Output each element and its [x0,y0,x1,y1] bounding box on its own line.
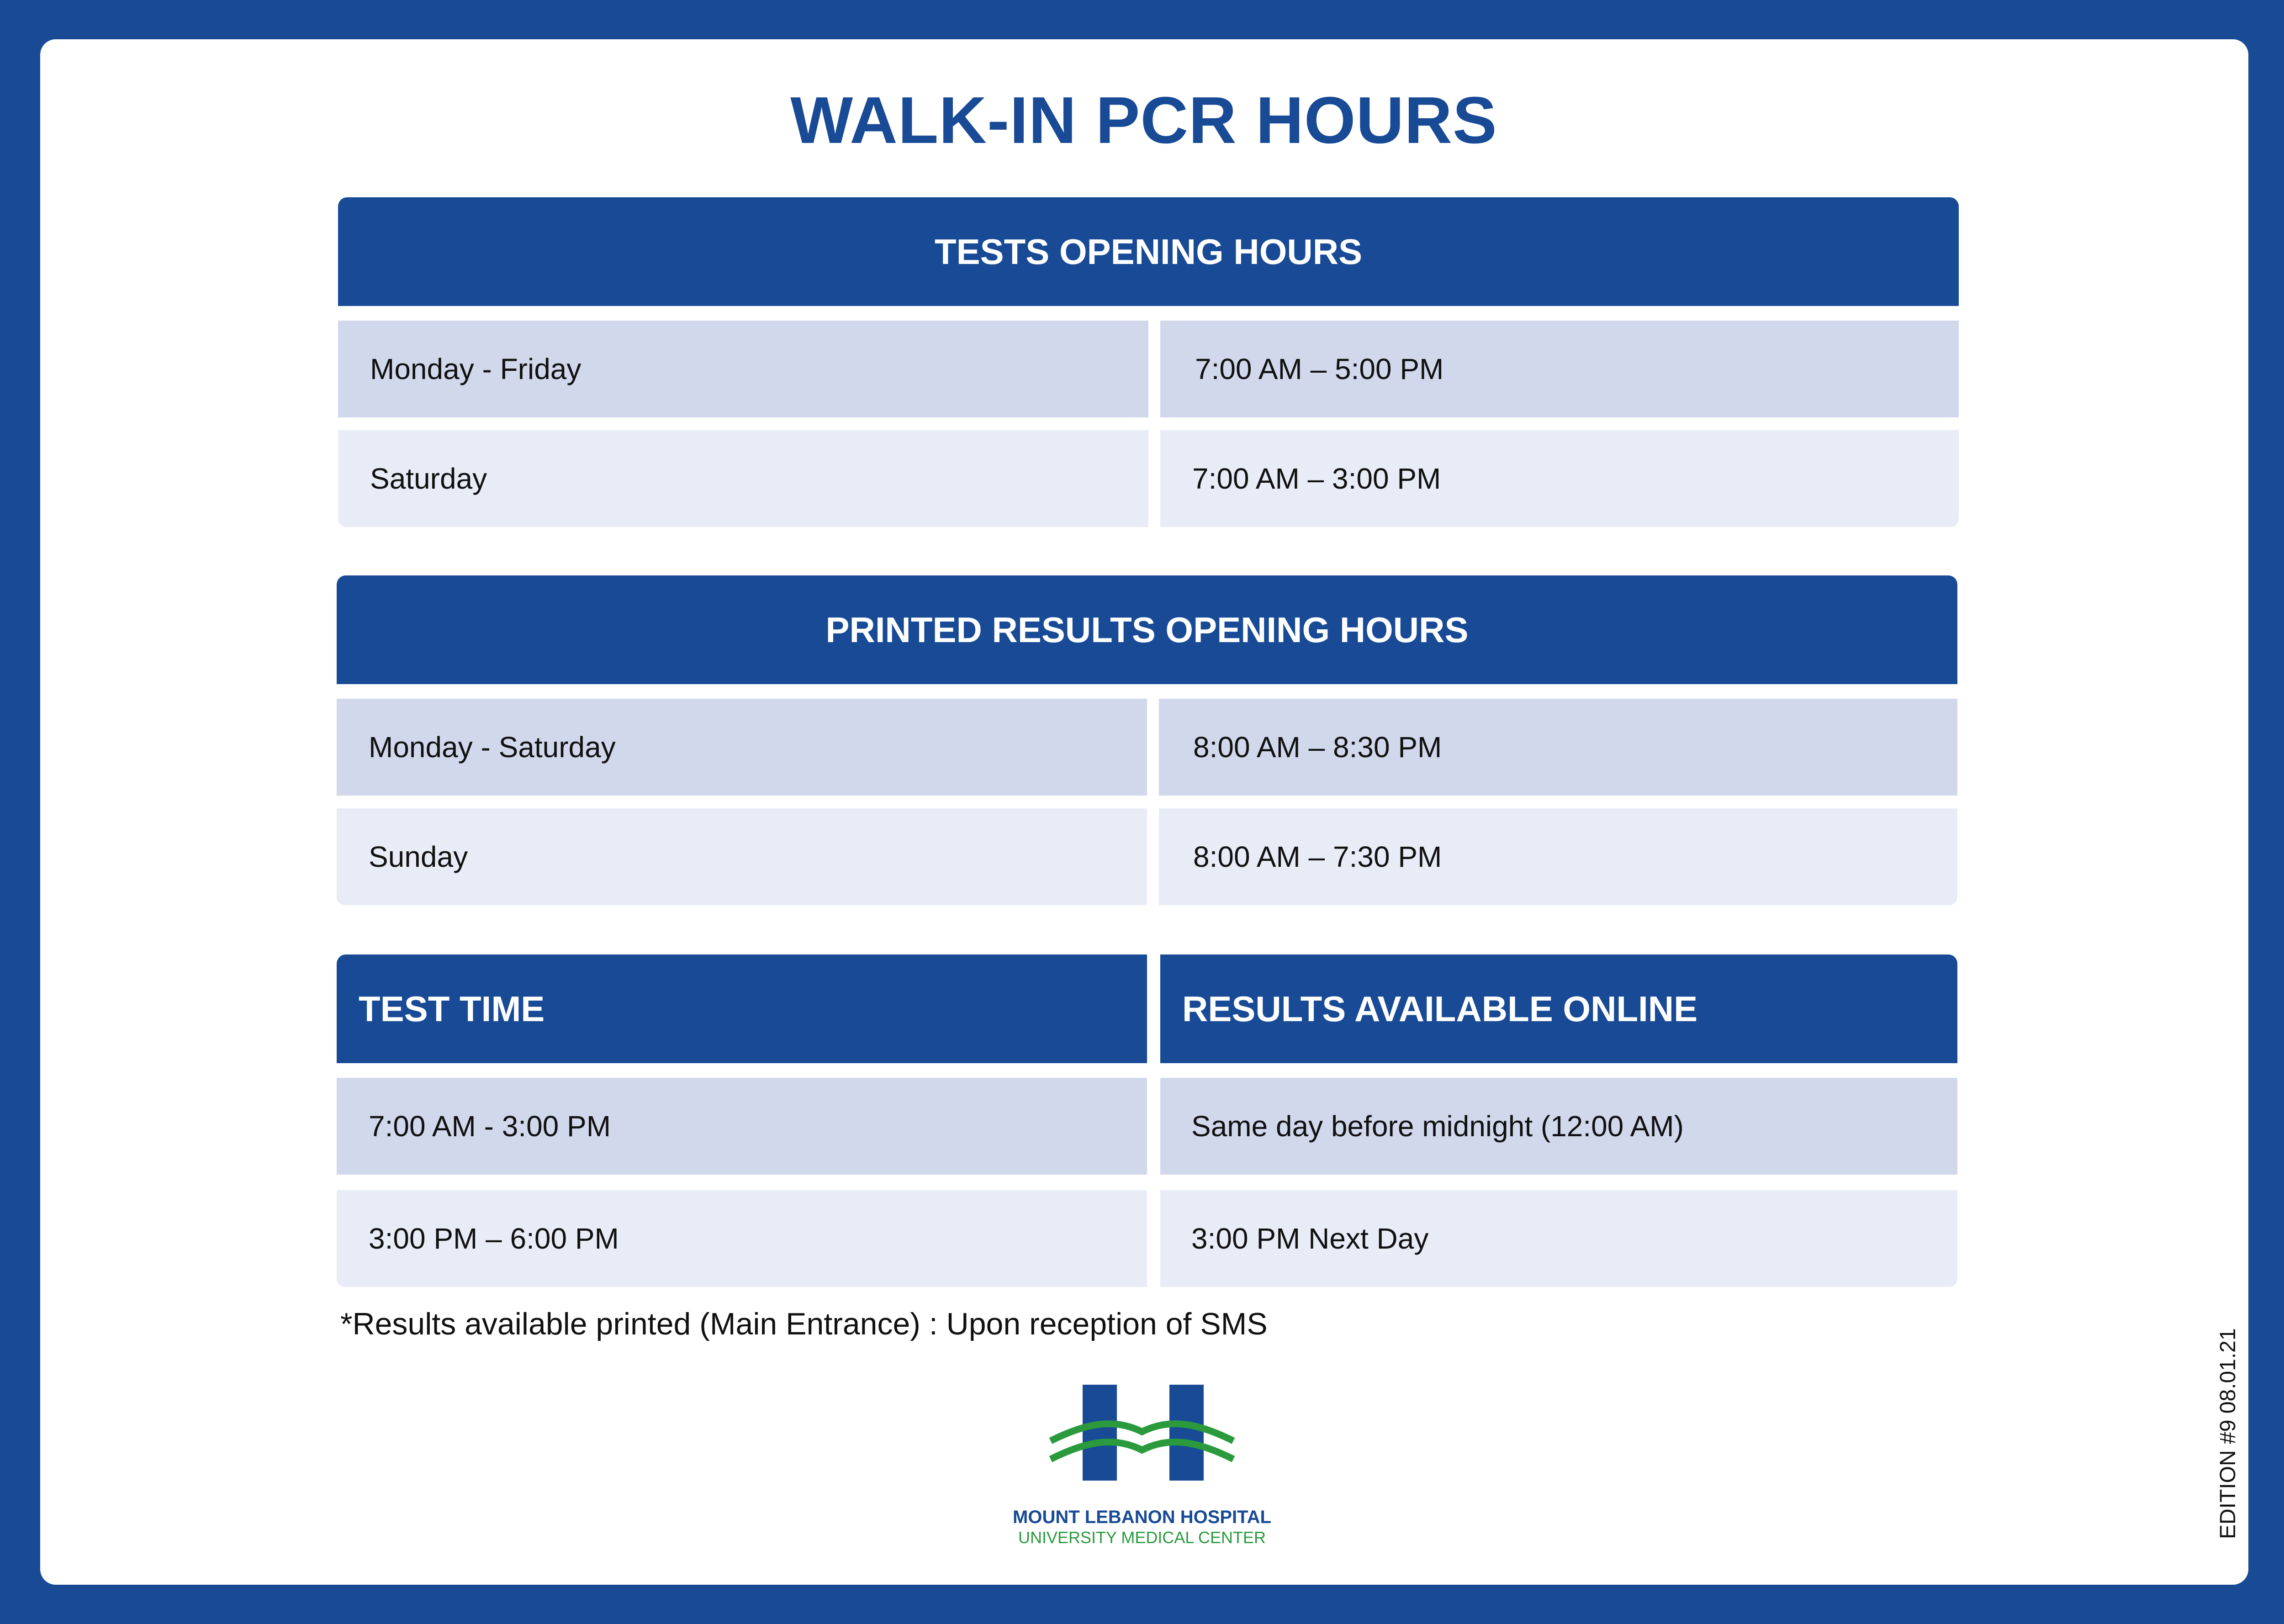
results-online-header [1160,954,1957,1063]
tests-row-2-hours: 7:00 AM – 3:00 PM [1160,430,1959,527]
hospital-h-logo-icon [1044,1379,1240,1484]
printed-row-1-day: Monday - Saturday [337,699,1147,796]
footnote: *Results available printed (Main Entrance) : Upon reception of SMS [340,1307,1268,1341]
online-row-1-time: 7:00 AM - 3:00 PM [337,1078,1147,1175]
tests-header-label: TESTS OPENING HOURS [934,231,1363,272]
tests-row-1-day: Monday - Friday [338,321,1148,417]
brand-name: MOUNT LEBANON HOSPITAL [1013,1507,1271,1527]
online-row-1-result: Same day before midnight (12:00 AM) [1160,1078,1957,1175]
test-time-header [337,954,1147,1063]
printed-header-label: PRINTED RESULTS OPENING HOURS [825,609,1469,650]
tests-row-2-day: Saturday [338,430,1148,527]
printed-row-2-hours: 8:00 AM – 7:30 PM [1159,808,1957,905]
edition-label: EDITION #9 08.01.21 [2216,1328,2240,1539]
brand-subtitle: UNIVERSITY MEDICAL CENTER [1018,1528,1266,1547]
tests-row-1-hours: 7:00 AM – 5:00 PM [1160,321,1959,417]
online-row-2-result: 3:00 PM Next Day [1160,1190,1957,1287]
page-title: WALK-IN PCR HOURS [790,83,1497,157]
printed-header [337,575,1957,684]
results-online-header-label: RESULTS AVAILABLE ONLINE [1182,988,1698,1029]
online-row-2-time: 3:00 PM – 6:00 PM [337,1190,1147,1287]
tests-header [338,197,1959,306]
printed-row-2-day: Sunday [337,808,1147,905]
printed-row-1-hours: 8:00 AM – 8:30 PM [1159,699,1957,796]
test-time-header-label: TEST TIME [359,988,545,1029]
